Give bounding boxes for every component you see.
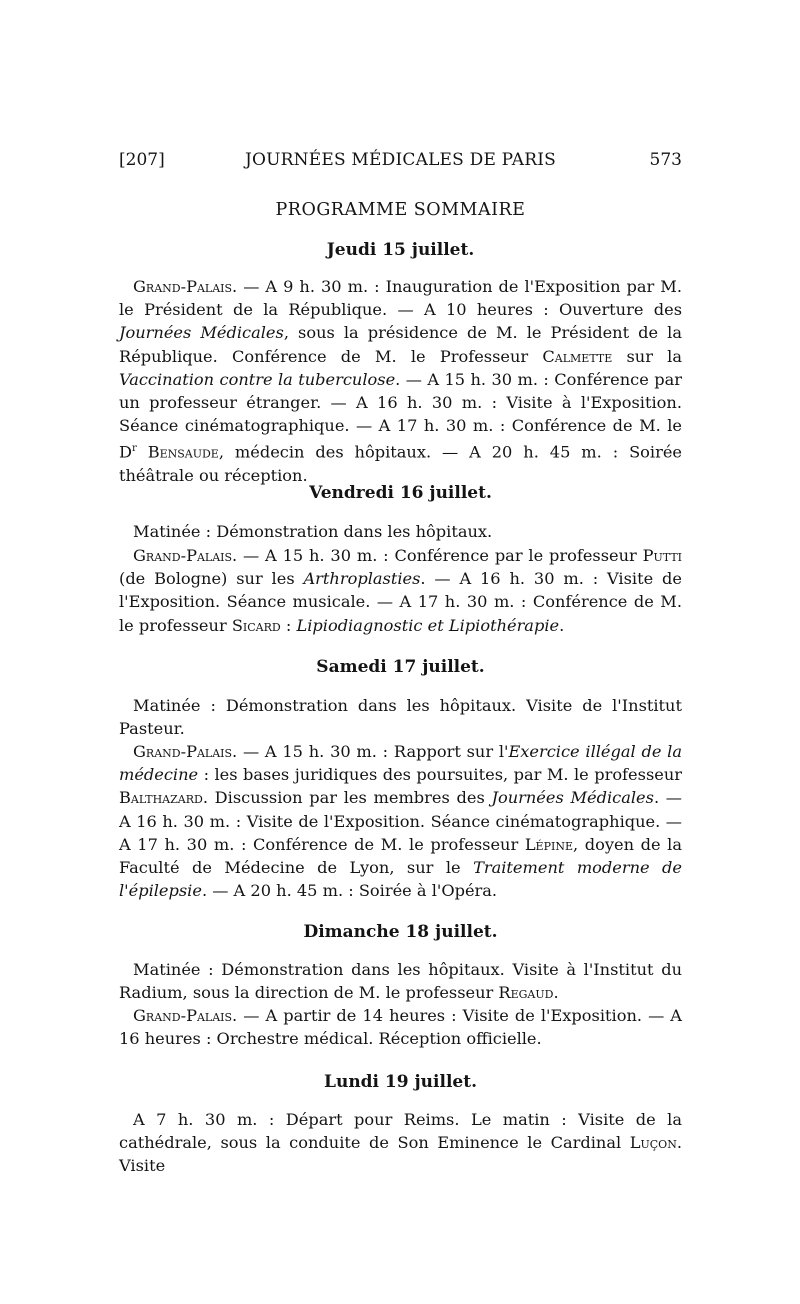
text-run: : les bases juridiques des poursuites, par M. le professeur xyxy=(198,765,682,785)
italic-title: Exercice illégal de la médecine xyxy=(119,742,682,785)
text-run: , doyen de la Faculté de Médecine de Lyon, sur le xyxy=(119,834,682,878)
day-heading-samedi: Samedi 17 juillet. xyxy=(316,657,485,677)
text-run: . Visite xyxy=(119,1133,682,1176)
text-run: sur la xyxy=(612,346,682,366)
small-caps-name: Grand-Palais. xyxy=(133,277,238,296)
small-caps-name: Bensaude xyxy=(147,442,219,462)
text-run: Matinée : Démonstration dans les hôpitaux. xyxy=(133,522,493,541)
day-heading-lundi: Lundi 19 juillet. xyxy=(324,1072,477,1092)
text-run: Matinée : Démonstration dans les hôpitaux. Visite de l'Institut Pasteur. xyxy=(119,696,682,739)
small-caps-name: Grand-Palais. xyxy=(133,1006,238,1025)
text-run: . — A 15 h. 30 m. : Conférence par un professeur étranger. — A 16 h. 30 m. : Visite à l'Exposition. Séance cinématographique. — A 17 h. 30 m. : Conférence de M. le D xyxy=(119,369,682,462)
paragraph-jeudi-1 xyxy=(119,275,682,487)
paragraph-dimanche-2 xyxy=(119,1004,682,1050)
text-run: r xyxy=(131,443,137,455)
small-caps-name: Balthazard xyxy=(119,788,203,808)
text-run: . — A 16 h. 30 m. : Visite de l'Exposition. Séance cinématographique. — A 17 h. 30 m. : Conférence de M. le professeur xyxy=(119,788,682,854)
text-run: Matinée : Démonstration dans les hôpitaux. Visite à l'Institut du Radium, sous la direction de M. le professeur xyxy=(119,960,682,1003)
paragraph-samedi-1 xyxy=(119,694,682,740)
text-run: . — A 16 h. 30 m. : Visite de l'Exposition. Séance musicale. — A 17 h. 30 m. : Conférence de M. le professeur xyxy=(119,569,682,635)
small-caps-name: Regaud xyxy=(498,983,554,1003)
text-run: (de Bologne) sur les xyxy=(119,569,304,589)
italic-title: Arthroplasties xyxy=(303,569,421,589)
text-run: , médecin des hôpitaux. — A 20 h. 45 m. : Soirée théâtrale ou réception. xyxy=(119,442,682,486)
paragraph-vendredi-2 xyxy=(119,544,682,637)
paragraph-samedi-2 xyxy=(119,740,682,902)
small-caps-name: Putti xyxy=(642,546,682,565)
text-run: — A partir de 14 heures : Visite de l'Exposition. — A 16 heures : Orchestre médical. Réception officielle. xyxy=(119,1006,682,1049)
text-run: — A 9 h. 30 m. : Inauguration de l'Exposition par M. le Président de la République. — A 10 heures : Ouverture des xyxy=(119,277,682,320)
day-heading-jeudi: Jeudi 15 juillet. xyxy=(326,240,475,260)
page-number: 573 xyxy=(649,150,682,170)
running-header xyxy=(119,148,682,174)
small-caps-name: Lépine xyxy=(524,834,573,854)
small-caps-name: Grand-Palais. xyxy=(133,742,238,761)
small-caps-name: Luçon xyxy=(629,1133,677,1153)
text-run: — A 15 h. 30 m. : Conférence par le professeur xyxy=(237,546,643,565)
text-run: . Discussion par les membres des xyxy=(202,788,492,808)
small-caps-name: Calmette xyxy=(542,346,613,366)
paragraph-dimanche-1 xyxy=(119,958,682,1004)
italic-title: Traitement moderne de l'épilepsie xyxy=(119,858,682,901)
text-run: — A 15 h. 30 m. : Rapport sur l' xyxy=(237,742,509,761)
paragraph-lundi-1 xyxy=(119,1108,682,1178)
text-run xyxy=(137,443,148,462)
italic-title: Journées Médicales xyxy=(119,323,284,343)
text-run: . — A 20 h. 45 m. : Soirée à l'Opéra. xyxy=(201,881,498,901)
day-heading-vendredi: Vendredi 16 juillet. xyxy=(309,483,492,503)
page-title: PROGRAMME SOMMAIRE xyxy=(275,200,526,220)
day-heading-dimanche: Dimanche 18 juillet. xyxy=(303,922,498,942)
text-run: . xyxy=(559,615,565,635)
text-run: : xyxy=(280,615,297,635)
italic-title: Vaccination contre la tuberculose xyxy=(119,369,396,389)
paragraph-vendredi-1 xyxy=(119,520,682,543)
italic-title: Journées Médicales xyxy=(491,788,654,808)
italic-title: Lipiodiagnostic et Lipiothérapie xyxy=(296,615,560,635)
running-title: JOURNÉES MÉDICALES DE PARIS xyxy=(245,150,556,170)
text-run: , sous la présidence de M. le Président de la République. Conférence de M. le Professeur xyxy=(119,323,682,366)
text-run: . xyxy=(553,983,559,1003)
text-run: A 7 h. 30 m. : Départ pour Reims. Le matin : Visite de la cathédrale, sous la conduite de Son Eminence le Cardinal xyxy=(119,1110,682,1153)
small-caps-name: Sicard xyxy=(231,615,281,635)
bracket-page-number: [207] xyxy=(119,150,165,170)
small-caps-name: Grand-Palais. xyxy=(133,546,238,565)
